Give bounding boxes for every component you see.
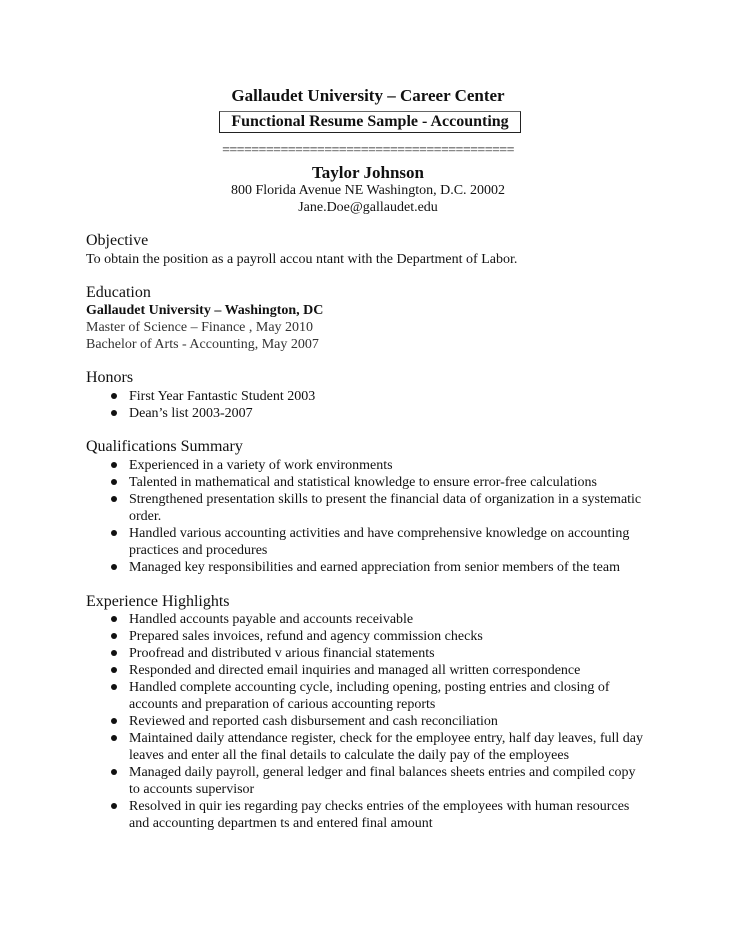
bullet-icon [111, 633, 117, 639]
list-item: Handled accounts payable and accounts receivable [86, 611, 646, 628]
honors-list [86, 388, 646, 422]
qualifications-list [86, 457, 646, 576]
qualifications-heading: Qualifications Summary [86, 438, 243, 455]
list-item: Prepared sales invoices, refund and agency commission checks [86, 628, 646, 645]
list-item: Strengthened presentation skills to present the financial data of organization in a systematic order. [86, 491, 646, 525]
bullet-icon [111, 410, 117, 416]
education-degree-bachelors: Bachelor of Arts - Accounting, May 2007 [86, 337, 319, 352]
candidate-address: 800 Florida Avenue NE Washington, D.C. 20002 [230, 183, 506, 198]
bullet-icon [111, 684, 117, 690]
experience-list [86, 611, 646, 832]
objective-text: To obtain the position as a payroll accou ntant with the Department of Labor. [86, 252, 518, 267]
bullet-icon [111, 650, 117, 656]
list-item: Resolved in quir ies regarding pay checks entries of the employees with human resources and accounting departmen ts and entered final amount [86, 798, 646, 832]
list-item: First Year Fantastic Student 2003 [86, 388, 646, 405]
bullet-icon [111, 479, 117, 485]
candidate-email: Jane.Doe@gallaudet.edu [298, 200, 438, 215]
education-heading: Education [86, 284, 151, 301]
bullet-icon [111, 462, 117, 468]
list-item: Experienced in a variety of work environments [86, 457, 646, 474]
list-item: Handled complete accounting cycle, including opening, posting entries and closing of accounts and preparation of carious accounting reports [86, 679, 646, 713]
list-item: Talented in mathematical and statistical knowledge to ensure error-free calculations [86, 474, 646, 491]
document-title: Functional Resume Sample - Accounting [219, 111, 521, 133]
list-item: Handled various accounting activities and have comprehensive knowledge on accounting practices and procedures [86, 525, 646, 559]
list-item: Responded and directed email inquiries and managed all written correspondence [86, 662, 646, 679]
bullet-icon [111, 769, 117, 775]
bullet-icon [111, 496, 117, 502]
list-item: Maintained daily attendance register, check for the employee entry, half day leaves, full day leaves and enter all the final details to calculate the daily pay of the employees [86, 730, 646, 764]
list-item: Managed key responsibilities and earned appreciation from senior members of the team [86, 559, 646, 576]
bullet-icon [111, 803, 117, 809]
bullet-icon [111, 530, 117, 536]
bullet-icon [111, 564, 117, 570]
bullet-icon [111, 616, 117, 622]
list-item: Reviewed and reported cash disbursement and cash reconciliation [86, 713, 646, 730]
separator-rule: ======================================== [222, 143, 514, 158]
objective-heading: Objective [86, 232, 149, 249]
candidate-name: Taylor Johnson [312, 163, 424, 182]
bullet-icon [111, 718, 117, 724]
honors-heading: Honors [86, 369, 134, 386]
bullet-icon [111, 735, 117, 741]
bullet-icon [111, 393, 117, 399]
list-item: Managed daily payroll, general ledger and final balances sheets entries and compiled copy to accounts supervisor [86, 764, 646, 798]
education-degree-masters: Master of Science – Finance , May 2010 [86, 320, 314, 335]
list-item: Proofread and distributed v arious financial statements [86, 645, 646, 662]
bullet-icon [111, 667, 117, 673]
education-school: Gallaudet University – Washington, DC [86, 303, 324, 318]
university-title: Gallaudet University – Career Center [231, 86, 505, 105]
experience-heading: Experience Highlights [86, 593, 230, 610]
list-item: Dean’s list 2003-2007 [86, 405, 646, 422]
